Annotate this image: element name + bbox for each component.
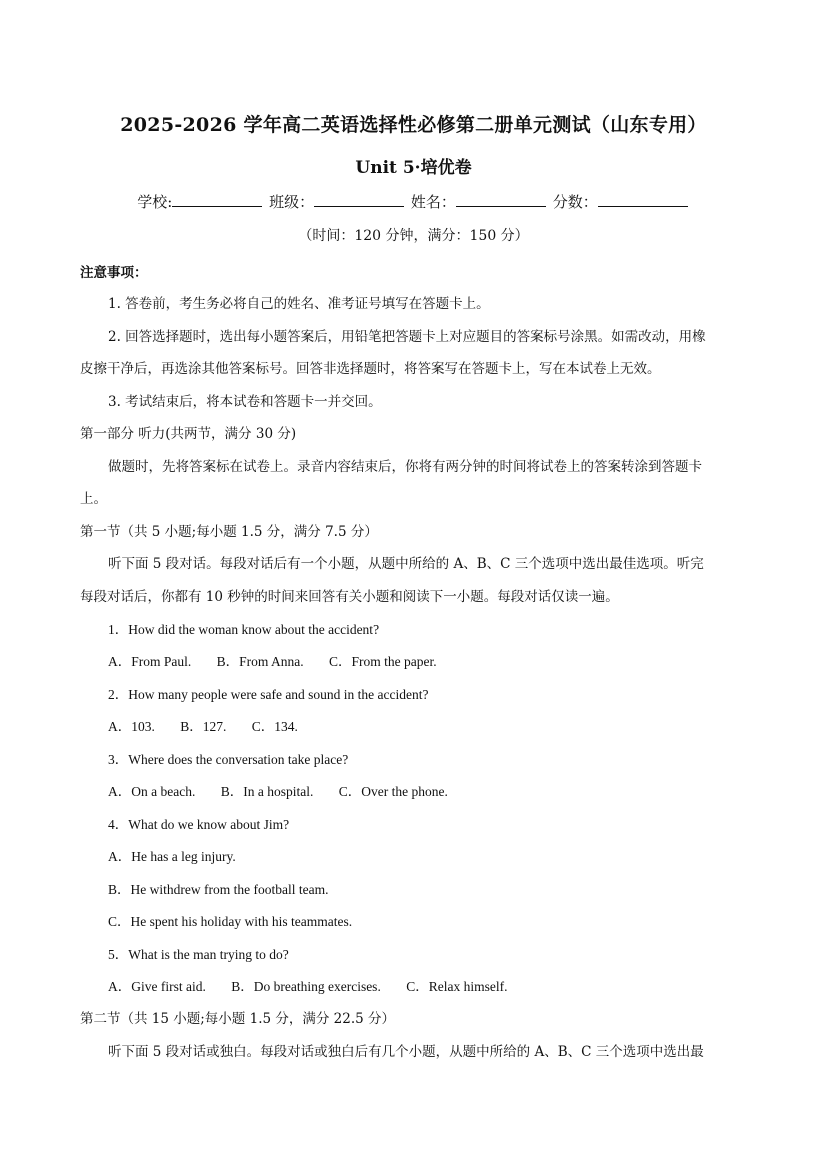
note-item-2-cont: 皮擦干净后，再选涂其他答案标号。回答非选择题时，将答案写在答题卡上，写在本试卷上无效。 — [80, 361, 661, 377]
class-blank[interactable] — [314, 192, 404, 207]
q2-option-a: A．103. — [108, 719, 155, 734]
q3-option-c: C．Over the phone. — [338, 784, 448, 799]
exam-title: 2025-2026 学年高二英语选择性必修第二册单元测试（山东专用） — [120, 114, 707, 136]
part1-heading: 第一部分 听力(共两节，满分 30 分) — [80, 426, 297, 442]
question-5-options — [108, 975, 529, 995]
section1-instruction-line1: 听下面 5 段对话。每段对话后有一个小题，从题中所给的 A、B、C 三个选项中选出最佳选项。听完 — [108, 556, 704, 572]
q5-option-c: C．Relax himself. — [406, 979, 508, 994]
note-item-1: 1. 答卷前，考生务必将自己的姓名、准考证号填写在答题卡上。 — [108, 296, 490, 312]
school-blank[interactable] — [172, 192, 262, 207]
q1-option-c: C．From the paper. — [329, 654, 437, 669]
q3-option-b: B．In a hospital. — [220, 784, 314, 799]
exam-subtitle: Unit 5·培优卷 — [355, 158, 472, 178]
school-label: 学校: — [137, 193, 173, 211]
name-label: 姓名： — [410, 193, 456, 211]
section1-instruction-line2: 每段对话后，你都有 10 秒钟的时间来回答有关小题和阅读下一小题。每段对话仅读一遍。 — [80, 589, 619, 605]
name-blank[interactable] — [456, 192, 546, 207]
q4-option-b: B．He withdrew from the football team. — [108, 882, 329, 897]
part1-instruction-line2: 上。 — [80, 491, 107, 507]
q2-option-b: B．127. — [180, 719, 227, 734]
question-1: 1．How did the woman know about the accident? — [108, 622, 380, 637]
section2-heading: 第二节（共 15 小题;每小题 1.5 分，满分 22.5 分） — [80, 1011, 396, 1027]
class-label: 班级： — [269, 193, 315, 211]
q5-option-a: A．Give first aid. — [108, 979, 206, 994]
question-3-options — [108, 780, 470, 800]
q5-option-b: B．Do breathing exercises. — [231, 979, 381, 994]
question-3: 3．Where does the conversation take place? — [108, 752, 349, 767]
score-blank[interactable] — [598, 192, 688, 207]
q2-option-c: C．134. — [251, 719, 298, 734]
q1-option-a: A．From Paul. — [108, 654, 192, 669]
question-2-options — [108, 715, 320, 735]
student-info-row — [0, 191, 827, 212]
time-info: （时间：120 分钟，满分：150 分） — [298, 228, 529, 244]
note-item-3: 3. 考试结束后，将本试卷和答题卡一并交回。 — [108, 394, 382, 410]
question-2: 2．How many people were safe and sound in the accident? — [108, 687, 429, 702]
note-item-2: 2. 回答选择题时，选出每小题答案后，用铅笔把答题卡上对应题目的答案标号涂黑。如需改动，用橡 — [108, 329, 706, 345]
q4-option-c: C．He spent his holiday with his teammates. — [108, 914, 353, 929]
q4-option-a: A．He has a leg injury. — [108, 849, 236, 864]
question-5: 5．What is the man trying to do? — [108, 947, 289, 962]
q1-option-b: B．From Anna. — [216, 654, 304, 669]
question-4: 4．What do we know about Jim? — [108, 817, 290, 832]
notes-heading: 注意事项： — [80, 265, 148, 281]
section1-heading: 第一节（共 5 小题;每小题 1.5 分，满分 7.5 分） — [80, 524, 378, 540]
part1-instruction-line1: 做题时，先将答案标在试卷上。录音内容结束后，你将有两分钟的时间将试卷上的答案转涂到答题卡 — [108, 459, 702, 475]
section2-instruction-line1: 听下面 5 段对话或独白。每段对话或独白后有几个小题，从题中所给的 A、B、C 三个选项中选出最 — [108, 1044, 704, 1060]
score-label: 分数： — [552, 193, 598, 211]
q3-option-a: A．On a beach. — [108, 784, 196, 799]
question-1-options — [108, 650, 459, 670]
